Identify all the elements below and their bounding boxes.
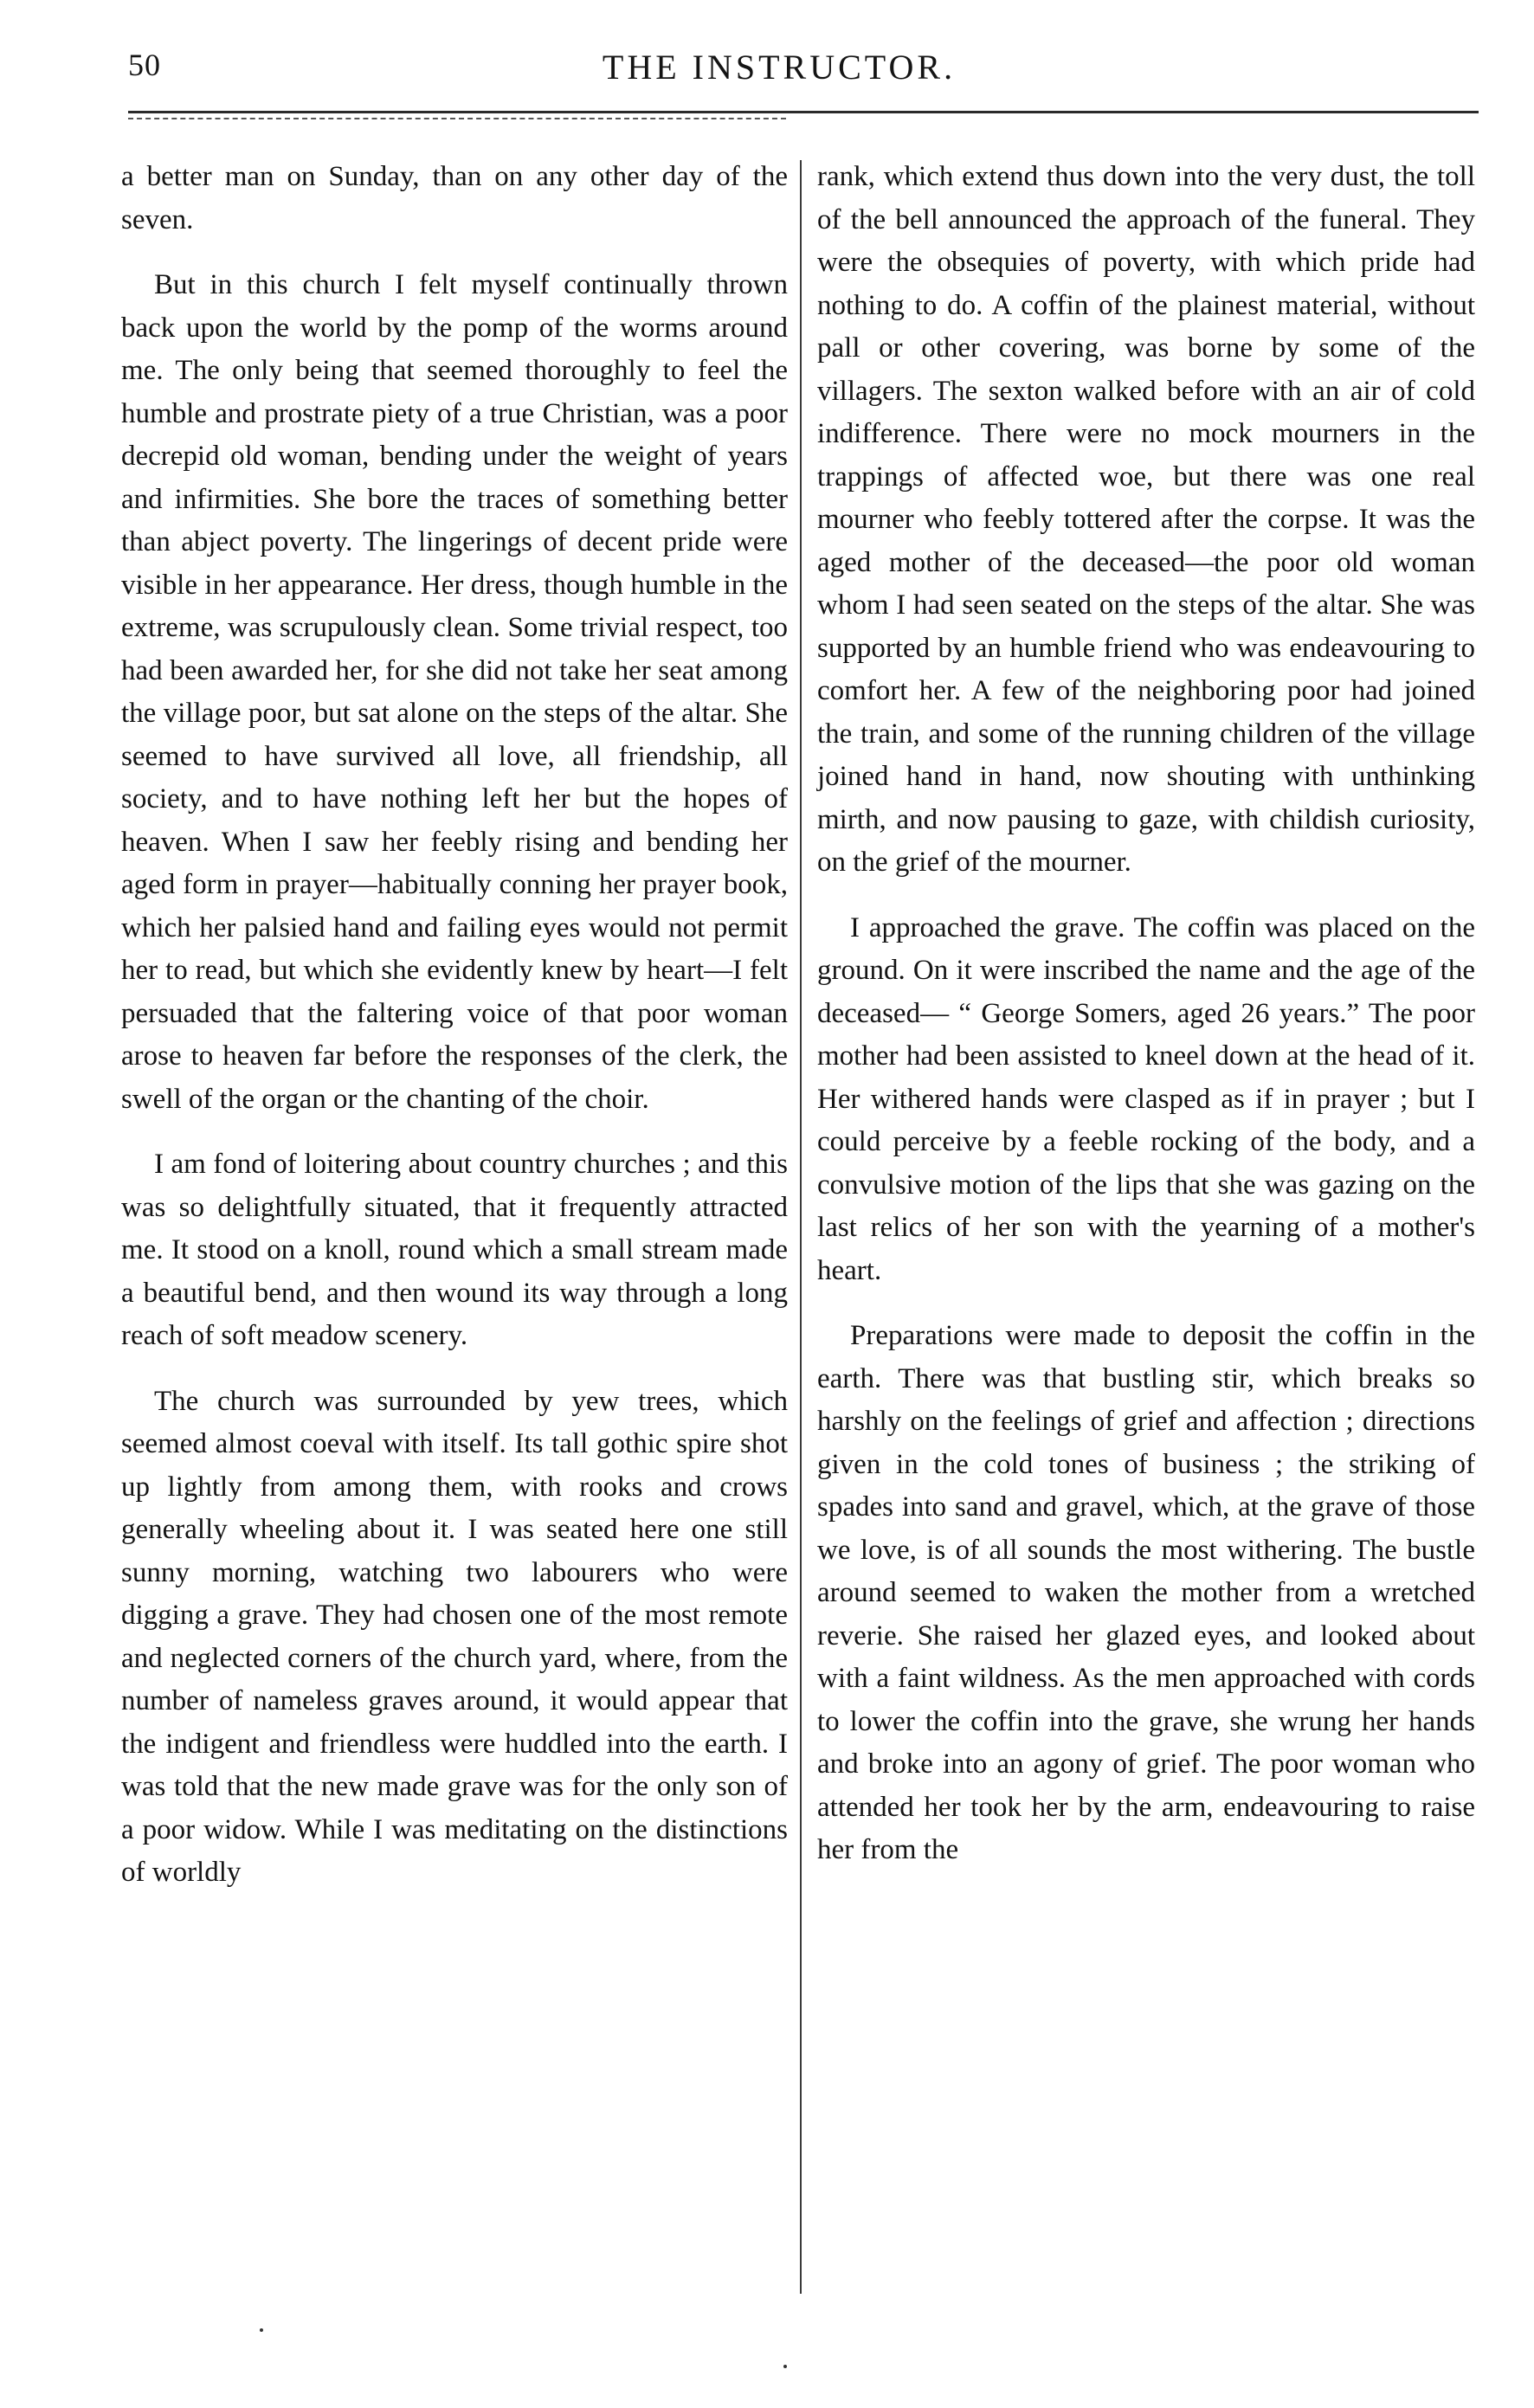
paragraph: rank, which extend thus down into the very dust, the toll of the bell announced the approach of the funeral. They were the obsequies of poverty, with which pride had nothing to do. A coffin of the plainest material, without pall or other covering, was borne by some of the villagers. The sexton walked before with an air of cold indifference. There were no mock mourners in the trappings of affected woe, but there was one real mourner who feebly tottered after the corpse. It was the aged mother of the deceased—the poor old woman whom I had seen seated on the steps of the altar. She was supported by an humble friend who was endeavouring to comfort her. A few of the neighboring poor had joined the train, and some of the running children of the village joined hand in hand, now shouting with unthinking mirth, and now pausing to gaze, with childish curiosity, on the grief of the mourner. (817, 161, 1475, 878)
paragraph: Preparations were made to deposit the coffin in the earth. There was that bustling stir, which breaks so harshly on the feelings of grief and affection ; directions given in the cold tones of business ; the striking of spades into sand and gravel, which, at the grave of those we love, is of all sounds the most withering. The bustle around seemed to waken the mother from a wretched reverie. She raised her glazed eyes, and looked about with a faint wildness. As the men approached with cords to lower the coffin into the grave, she wrung her hands and broke into an agony of grief. The poor woman who attended her took her by the arm, endeavouring to raise her from the (817, 1320, 1475, 1865)
paragraph: a better man on Sunday, than on any other day of the seven. (121, 161, 788, 235)
right-column (817, 156, 1475, 1895)
left-column (121, 156, 788, 1917)
header-rule-dashed (128, 118, 786, 119)
column-divider (800, 160, 802, 2294)
paragraph: I am fond of loitering about country churches ; and this was so delightfully situated, that it frequently attracted me. It stood on a knoll, round which a small stream made a beautiful bend, and then wound its way through a long reach of soft meadow scenery. (121, 1149, 788, 1351)
page-header (95, 35, 1463, 95)
header-rule (128, 111, 1479, 113)
page-number: 50 (128, 48, 161, 82)
paragraph: But in this church I felt myself continually thrown back upon the world by the pomp of the worms around me. The only being that seemed thoroughly to feel the humble and prostrate piety of a true Christian, was a poor decrepid old woman, bending under the weight of years and infirmities. She bore the traces of something better than abject poverty. The lingerings of decent pride were visible in her appearance. Her dress, though humble in the extreme, was scrupulously clean. Some trivial respect, too had been awarded her, for she did not take her seat among the village poor, but sat alone on the steps of the altar. She seemed to have survived all love, all friendship, all society, and to have nothing left her but the hopes of heaven. When I saw her feebly rising and bending her aged form in prayer—habitually conning her prayer book, which her palsied hand and failing eyes would not permit her to read, but which she evidently knew by heart—I felt persuaded that the faltering voice of that poor woman arose to heaven far before the responses of the clerk, the swell of the organ or the chanting of the choir. (121, 269, 788, 1115)
paragraph: The church was surrounded by yew trees, which seemed almost coeval with itself. Its tall gothic spire shot up lightly from among them, with rooks and crows generally wheeling about it. I was seated here one still sunny morning, watching two labourers who were digging a grave. They had chosen one of the most remote and neglected corners of the church yard, where, from the number of nameless graves around, it would appear that the indigent and friendless were huddled into the earth. I was told that the new made grave was for the only son of a poor widow. While I was meditating on the distinctions of worldly (121, 1385, 788, 1888)
ink-speck (260, 2328, 263, 2332)
ink-speck (783, 2365, 787, 2368)
paragraph: I approached the grave. The coffin was placed on the ground. On it were inscribed the name and the age of the deceased— “ George Somers, aged 26 years.” The poor mother had been assisted to kneel down at the head of it. Her withered hands were clasped as if in prayer ; but I could perceive by a feeble rocking of the body, and a convulsive motion of the lips that she was gazing on the last relics of her son with the yearning of a mother's heart. (817, 911, 1475, 1286)
running-head: THE INSTRUCTOR. (602, 48, 957, 87)
